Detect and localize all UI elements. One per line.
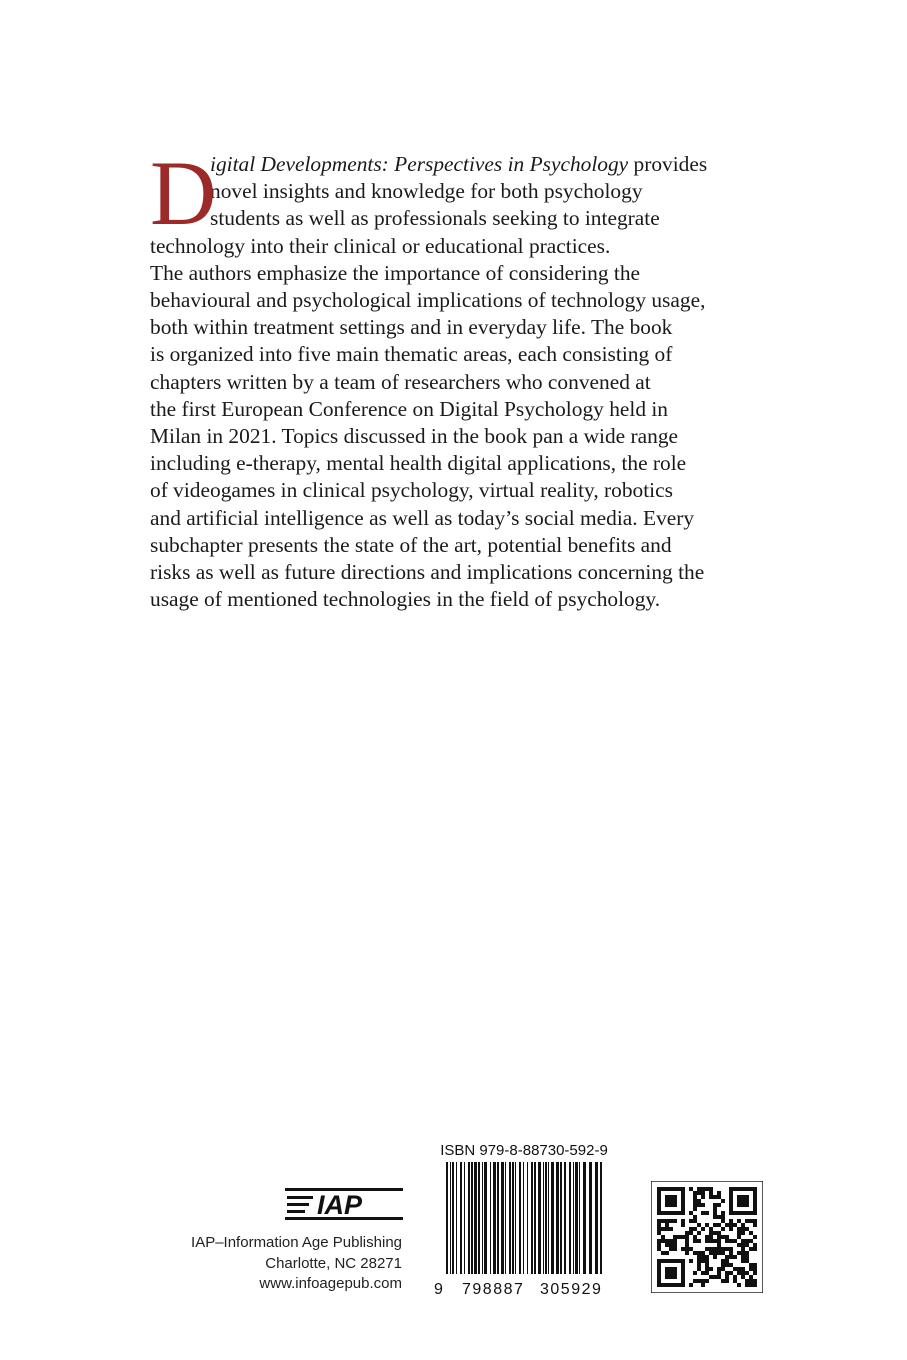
- barcode-bar: [482, 1162, 483, 1274]
- qr-module: [745, 1239, 749, 1243]
- qr-module: [685, 1235, 689, 1239]
- barcode-bar: [523, 1162, 524, 1286]
- barcode-bar: [446, 1162, 448, 1286]
- qr-module: [713, 1231, 717, 1235]
- qr-module: [721, 1251, 725, 1255]
- qr-module: [753, 1223, 757, 1227]
- barcode-graphic: [432, 1162, 616, 1300]
- barcode-bar: [493, 1162, 496, 1274]
- qr-module: [697, 1191, 701, 1195]
- barcode-bar: [589, 1162, 592, 1274]
- isbn-label: ISBN 979-8-88730-592-9: [440, 1142, 608, 1159]
- qr-module: [709, 1195, 713, 1199]
- qr-module: [673, 1219, 677, 1223]
- qr-module: [709, 1267, 713, 1271]
- qr-module: [729, 1247, 733, 1251]
- iap-logo-text: IAP: [317, 1190, 363, 1220]
- qr-module: [665, 1227, 669, 1231]
- qr-module: [701, 1195, 705, 1199]
- qr-module: [753, 1279, 757, 1283]
- qr-module: [749, 1263, 753, 1267]
- qr-module: [705, 1263, 709, 1267]
- qr-module: [697, 1231, 701, 1235]
- qr-module: [729, 1223, 733, 1227]
- qr-module: [657, 1219, 661, 1223]
- qr-module: [693, 1219, 697, 1223]
- qr-module: [733, 1275, 737, 1279]
- publisher-name: IAP–Information Age Publishing: [191, 1234, 402, 1251]
- barcode-bar: [531, 1162, 533, 1274]
- qr-module: [717, 1231, 721, 1235]
- blurb-line: behavioural and psychological implications of technology usage,: [150, 288, 706, 313]
- qr-module: [741, 1247, 745, 1251]
- qr-module: [753, 1267, 757, 1271]
- qr-module: [693, 1203, 697, 1207]
- blurb-line: novel insights and knowledge for both psychology: [210, 179, 643, 204]
- qr-module: [665, 1223, 669, 1227]
- qr-module: [753, 1235, 757, 1239]
- qr-module: [717, 1247, 721, 1251]
- qr-module: [681, 1219, 685, 1223]
- qr-module: [701, 1279, 705, 1283]
- qr-module: [657, 1243, 661, 1247]
- qr-module: [657, 1247, 661, 1251]
- qr-module: [689, 1231, 693, 1235]
- qr-module: [741, 1223, 745, 1227]
- qr-module: [709, 1239, 713, 1243]
- barcode-bar: [515, 1162, 516, 1274]
- qr-module: [705, 1235, 709, 1239]
- qr-module: [689, 1259, 693, 1263]
- qr-module: [669, 1243, 673, 1247]
- barcode-bar: [468, 1162, 470, 1274]
- qr-module: [701, 1255, 705, 1259]
- qr-module: [717, 1275, 721, 1279]
- qr-module: [717, 1191, 721, 1195]
- qr-module: [753, 1283, 757, 1287]
- qr-module: [697, 1203, 701, 1207]
- blurb-line: risks as well as future directions and implications concerning the: [150, 560, 705, 585]
- qr-module: [733, 1239, 737, 1243]
- qr-module: [733, 1255, 737, 1259]
- qr-module: [741, 1231, 745, 1235]
- qr-module: [749, 1239, 753, 1243]
- qr-module: [721, 1247, 725, 1251]
- qr-module: [685, 1231, 689, 1235]
- barcode-bar: [600, 1162, 602, 1286]
- publisher-website: www.infoagepub.com: [259, 1275, 402, 1292]
- qr-module: [661, 1239, 665, 1243]
- barcode-bar: [509, 1162, 511, 1274]
- blurb-line: Milan in 2021. Topics discussed in the book pan a wide range: [150, 424, 679, 449]
- qr-module: [669, 1219, 673, 1223]
- qr-module: [733, 1223, 737, 1227]
- qr-module: [705, 1211, 709, 1215]
- barcode-bar: [460, 1162, 462, 1274]
- barcode-bar: [519, 1162, 521, 1274]
- qr-module: [729, 1271, 733, 1275]
- qr-module: [725, 1275, 729, 1279]
- qr-module: [685, 1239, 689, 1243]
- qr-module: [701, 1227, 705, 1231]
- qr-module: [697, 1187, 701, 1191]
- qr-module: [693, 1271, 697, 1275]
- qr-module: [665, 1195, 677, 1207]
- qr-module: [693, 1191, 697, 1195]
- barcode-digits-left: 798887: [462, 1281, 525, 1298]
- qr-module: [689, 1247, 693, 1251]
- barcode-bar: [450, 1162, 451, 1274]
- qr-module: [725, 1263, 729, 1267]
- qr-module: [717, 1195, 721, 1199]
- blurb-line: The authors emphasize the importance of considering the: [150, 260, 641, 285]
- qr-module: [713, 1211, 717, 1215]
- barcode-bar: [456, 1162, 457, 1274]
- qr-module: [741, 1243, 745, 1247]
- isbn-barcode: [432, 1142, 616, 1300]
- qr-module: [693, 1251, 697, 1255]
- book-title-italic: igital Developments: Perspectives in Psychology: [210, 152, 629, 176]
- barcode-bar: [471, 1162, 473, 1274]
- qr-module: [705, 1187, 709, 1191]
- qr-module: [725, 1259, 729, 1263]
- blurb-line-1-rest: provides: [628, 152, 708, 176]
- qr-module: [721, 1227, 725, 1231]
- qr-module: [737, 1219, 741, 1223]
- qr-module: [689, 1211, 693, 1215]
- qr-module: [697, 1199, 701, 1203]
- qr-module: [717, 1203, 721, 1207]
- qr-module: [713, 1203, 717, 1207]
- qr-module: [729, 1219, 733, 1223]
- qr-module: [709, 1247, 713, 1251]
- qr-module: [693, 1235, 697, 1239]
- qr-module: [753, 1263, 757, 1267]
- qr-module: [741, 1255, 745, 1259]
- barcode-bar: [501, 1162, 504, 1274]
- qr-module: [721, 1259, 725, 1263]
- drop-cap: D: [150, 142, 217, 244]
- qr-module: [721, 1219, 725, 1223]
- barcode-bar: [564, 1162, 566, 1274]
- qr-module: [741, 1259, 745, 1263]
- qr-module: [749, 1267, 753, 1271]
- qr-module: [737, 1195, 749, 1207]
- barcode-bar: [538, 1162, 541, 1274]
- qr-module: [713, 1207, 717, 1211]
- qr-module: [697, 1279, 701, 1283]
- qr-module: [725, 1255, 729, 1259]
- qr-module: [661, 1219, 665, 1223]
- qr-module: [673, 1239, 677, 1243]
- qr-module: [669, 1227, 673, 1231]
- qr-module: [673, 1243, 677, 1247]
- qr-module: [661, 1227, 665, 1231]
- qr-module: [705, 1247, 709, 1251]
- blurb-line: subchapter presents the state of the art, potential benefits and: [150, 532, 672, 557]
- qr-module: [725, 1239, 729, 1243]
- qr-module: [665, 1267, 677, 1279]
- barcode-bar: [478, 1162, 480, 1274]
- qr-module: [737, 1231, 741, 1235]
- qr-module: [737, 1227, 741, 1231]
- qr-module: [693, 1207, 697, 1211]
- qr-module: [733, 1279, 737, 1283]
- barcode-bar: [583, 1162, 586, 1274]
- qr-module: [737, 1235, 741, 1239]
- qr-module: [729, 1251, 733, 1255]
- qr-module: [725, 1247, 729, 1251]
- qr-module: [713, 1195, 717, 1199]
- qr-module: [745, 1283, 749, 1287]
- qr-module: [745, 1219, 749, 1223]
- qr-module: [697, 1259, 701, 1263]
- qr-module: [717, 1235, 721, 1239]
- blurb-line: is organized into five main thematic areas, each consisting of: [150, 342, 673, 367]
- qr-module: [669, 1247, 673, 1251]
- qr-module: [701, 1271, 705, 1275]
- qr-module: [721, 1279, 725, 1283]
- barcode-bar: [556, 1162, 559, 1274]
- qr-module: [749, 1219, 753, 1223]
- qr-module: [689, 1227, 693, 1231]
- qr-module: [717, 1271, 721, 1275]
- qr-module: [657, 1239, 661, 1243]
- qr-module: [737, 1283, 741, 1287]
- barcode-bar: [497, 1162, 499, 1274]
- blurb-line-1: [150, 151, 770, 178]
- blurb-line: usage of mentioned technologies in the field of psychology.: [150, 587, 661, 612]
- qr-module: [717, 1239, 721, 1243]
- barcode-bar: [512, 1162, 514, 1274]
- qr-module: [741, 1251, 745, 1255]
- qr-module: [701, 1187, 705, 1191]
- qr-module: [693, 1279, 697, 1283]
- qr-module: [749, 1279, 753, 1283]
- qr-module: [701, 1283, 705, 1287]
- barcode-bar: [595, 1162, 598, 1274]
- barcode-bar: [474, 1162, 477, 1274]
- qr-module: [721, 1211, 725, 1215]
- qr-module: [697, 1223, 701, 1227]
- qr-module: [741, 1275, 745, 1279]
- qr-module: [753, 1271, 757, 1275]
- blurb-line: of videogames in clinical psychology, virtual reality, robotics: [150, 478, 673, 503]
- barcode-bar: [569, 1162, 571, 1274]
- barcode-bar: [484, 1162, 487, 1274]
- qr-module: [713, 1215, 717, 1219]
- qr-module: [693, 1195, 697, 1199]
- qr-module: [709, 1191, 713, 1195]
- barcode-bar: [560, 1162, 562, 1274]
- qr-module: [717, 1223, 721, 1227]
- qr-module: [677, 1235, 681, 1239]
- qr-module: [737, 1267, 741, 1271]
- barcode-bar: [534, 1162, 536, 1274]
- qr-module: [725, 1235, 729, 1239]
- barcode-bar: [575, 1162, 578, 1274]
- blurb-line: the first European Conference on Digital Psychology held in: [150, 396, 669, 421]
- qr-module: [733, 1267, 737, 1271]
- qr-module: [745, 1243, 749, 1247]
- barcode-bar: [527, 1162, 528, 1274]
- qr-module: [745, 1251, 749, 1255]
- barcode-bar: [545, 1162, 547, 1274]
- barcode-bar: [548, 1162, 549, 1274]
- qr-module: [713, 1223, 717, 1227]
- qr-module: [697, 1255, 701, 1259]
- qr-module: [681, 1247, 685, 1251]
- qr-module: [705, 1279, 709, 1283]
- qr-module: [705, 1267, 709, 1271]
- qr-module: [741, 1267, 745, 1271]
- qr-module: [717, 1243, 721, 1247]
- qr-module: [697, 1251, 701, 1255]
- qr-module: [709, 1275, 713, 1279]
- qr-module: [665, 1251, 669, 1255]
- qr-module: [661, 1251, 665, 1255]
- qr-module: [753, 1247, 757, 1251]
- qr-module: [745, 1255, 749, 1259]
- qr-module: [717, 1251, 721, 1255]
- qr-module: [753, 1219, 757, 1223]
- qr-module: [721, 1235, 725, 1239]
- qr-module: [657, 1231, 661, 1235]
- qr-module: [661, 1235, 665, 1239]
- qr-module: [737, 1271, 741, 1275]
- qr-module: [689, 1219, 693, 1223]
- qr-module: [729, 1263, 733, 1267]
- qr-module: [701, 1191, 705, 1195]
- qr-module: [685, 1251, 689, 1255]
- blurb-line: students as well as professionals seeking to integrate: [210, 206, 660, 231]
- qr-module: [689, 1283, 693, 1287]
- qr-module: [745, 1271, 749, 1275]
- qr-module: [737, 1243, 741, 1247]
- qr-module: [669, 1239, 673, 1243]
- qr-module: [713, 1251, 717, 1255]
- qr-module: [685, 1247, 689, 1251]
- qr-module: [693, 1239, 697, 1243]
- qr-module: [701, 1211, 705, 1215]
- qr-module: [701, 1203, 705, 1207]
- qr-module: [725, 1271, 729, 1275]
- qr-code: [651, 1181, 763, 1293]
- qr-module: [693, 1215, 697, 1219]
- qr-module: [685, 1243, 689, 1247]
- qr-module: [741, 1227, 745, 1231]
- qr-module: [741, 1271, 745, 1275]
- qr-module: [705, 1271, 709, 1275]
- qr-module: [745, 1259, 749, 1263]
- blurb-line: both within treatment settings and in everyday life. The book: [150, 315, 673, 340]
- barcode-bar: [573, 1162, 574, 1274]
- qr-module: [709, 1187, 713, 1191]
- barcode-digit-first: 9: [434, 1281, 443, 1298]
- barcode-bar: [505, 1162, 506, 1274]
- qr-module: [753, 1243, 757, 1247]
- qr-module: [709, 1227, 713, 1231]
- barcode-bar: [543, 1162, 544, 1274]
- qr-module: [725, 1223, 729, 1227]
- qr-module: [721, 1199, 725, 1203]
- barcode-bar: [452, 1162, 454, 1274]
- qr-module: [729, 1255, 733, 1259]
- blurb-line: chapters written by a team of researchers who convened at: [150, 369, 651, 394]
- qr-module: [713, 1239, 717, 1243]
- qr-module: [657, 1223, 661, 1227]
- publisher-city: Charlotte, NC 28271: [265, 1254, 402, 1272]
- qr-module: [709, 1251, 713, 1255]
- qr-module: [749, 1247, 753, 1251]
- qr-module: [721, 1263, 725, 1267]
- qr-module: [709, 1231, 713, 1235]
- qr-module: [717, 1267, 721, 1271]
- qr-module: [657, 1227, 661, 1231]
- qr-module: [697, 1267, 701, 1271]
- qr-module: [737, 1251, 741, 1255]
- barcode-bar: [490, 1162, 491, 1274]
- qr-module: [705, 1239, 709, 1243]
- blurb-line: technology into their clinical or educational practices.: [150, 233, 611, 258]
- blurb-line: including e-therapy, mental health digital applications, the role: [150, 451, 687, 476]
- qr-module: [673, 1247, 677, 1251]
- qr-module: [713, 1255, 717, 1259]
- qr-module: [721, 1215, 725, 1219]
- qr-module: [701, 1251, 705, 1255]
- qr-module: [725, 1279, 729, 1283]
- qr-module: [749, 1283, 753, 1287]
- barcode-digits-right: 305929: [540, 1281, 603, 1298]
- blurb-line: and artificial intelligence as well as today’s social media. Every: [150, 505, 695, 530]
- qr-module: [713, 1247, 717, 1251]
- qr-module: [693, 1227, 697, 1231]
- qr-module: [749, 1275, 753, 1279]
- qr-module: [745, 1279, 749, 1283]
- qr-module: [745, 1227, 749, 1231]
- qr-module: [705, 1223, 709, 1227]
- qr-module: [693, 1199, 697, 1203]
- qr-module: [705, 1259, 709, 1263]
- qr-module: [697, 1263, 701, 1267]
- qr-module: [729, 1227, 733, 1231]
- qr-module: [713, 1275, 717, 1279]
- barcode-bar: [551, 1162, 554, 1274]
- publisher-info: [140, 1185, 402, 1295]
- back-cover-blurb: [150, 142, 770, 613]
- qr-module: [681, 1223, 685, 1227]
- qr-module: [749, 1231, 753, 1235]
- qr-module: [741, 1239, 745, 1243]
- qr-module: [689, 1187, 693, 1191]
- barcode-bar: [579, 1162, 580, 1274]
- qr-module: [701, 1259, 705, 1263]
- qr-module: [665, 1219, 669, 1223]
- barcode-bar: [464, 1162, 465, 1274]
- qr-module: [697, 1239, 701, 1243]
- qr-module: [681, 1235, 685, 1239]
- qr-module: [665, 1239, 669, 1243]
- qr-module: [717, 1215, 721, 1219]
- qr-module: [665, 1243, 669, 1247]
- qr-module: [673, 1235, 677, 1239]
- qr-module: [729, 1239, 733, 1243]
- qr-module: [721, 1267, 725, 1271]
- qr-module: [709, 1235, 713, 1239]
- qr-module: [705, 1255, 709, 1259]
